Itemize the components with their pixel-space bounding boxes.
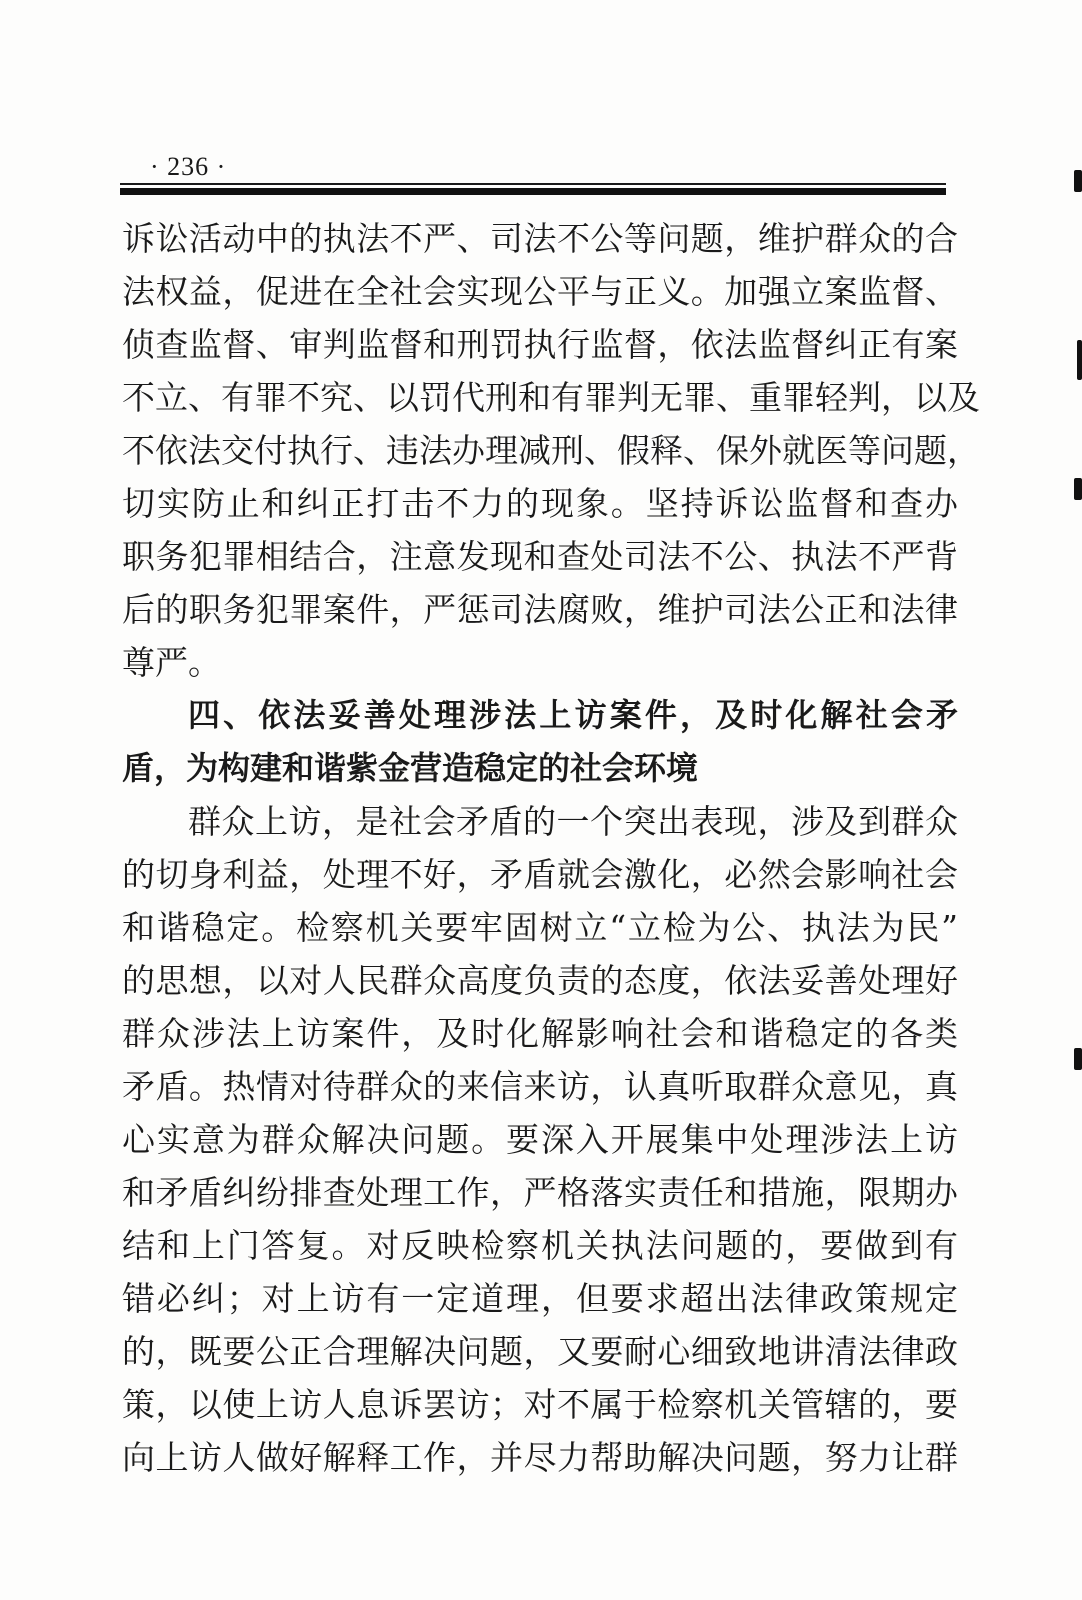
page-body [122,212,980,1484]
header-rule-thick [120,188,946,195]
text-line: 侦查监督、审判监督和刑罚执行监督，依法监督纠正有案 [122,325,958,364]
text-line: 后的职务犯罪案件，严惩司法腐败，维护司法公正和法律 [122,590,958,629]
heading-line: 四、依法妥善处理涉法上访案件，及时化解社会矛 [188,696,958,734]
text-line: 的思想，以对人民群众高度负责的态度，依法妥善处理好 [122,961,958,1000]
text-line: 的切身利益，处理不好，矛盾就会激化，必然会影响社会 [122,855,958,894]
text-line: 法权益，促进在全社会实现公平与正义。加强立案监督、 [122,272,958,311]
text-line: 群众涉法上访案件，及时化解影响社会和谐稳定的各类 [122,1014,958,1053]
scan-edge-mark [1074,478,1082,500]
text-line: 切实防止和纠正打击不力的现象。坚持诉讼监督和查办 [122,484,958,523]
paragraph-1 [122,212,980,689]
heading-line: 盾，为构建和谐紫金营造稳定的社会环境 [122,749,699,787]
text-line: 向上访人做好解释工作，并尽力帮助解决问题，努力让群 [122,1438,958,1477]
header-rule-thin [120,183,946,185]
scan-edge-mark [1074,170,1082,192]
text-line: 尊严。 [122,643,221,682]
text-line: 心实意为群众解决问题。要深入开展集中处理涉法上访 [122,1120,958,1159]
text-line: 不依法交付执行、违法办理减刑、假释、保外就医等问题， [122,431,980,470]
text-line: 错必纠；对上访有一定道理，但要求超出法律政策规定 [122,1279,958,1318]
text-line: 职务犯罪相结合，注意发现和查处司法不公、执法不严背 [122,537,958,576]
text-line: 和矛盾纠纷排查处理工作，严格落实责任和措施，限期办 [122,1173,958,1212]
text-line: 结和上门答复。对反映检察机关执法问题的，要做到有 [122,1226,958,1265]
section-heading [122,689,958,795]
text-line: 矛盾。热情对待群众的来信来访，认真听取群众意见，真 [122,1067,958,1106]
text-line: 不立、有罪不究、以罚代刑和有罪判无罪、重罪轻判，以及 [122,378,980,417]
text-line: 的，既要公正合理解决问题，又要耐心细致地讲清法律政 [122,1332,958,1371]
text-line: 和谐稳定。检察机关要牢固树立“立检为公、执法为民” [122,908,958,947]
scan-edge-mark [1077,340,1082,380]
text-line: 策，以使上访人息诉罢访；对不属于检察机关管辖的，要 [122,1385,958,1424]
scan-edge-mark [1074,1048,1082,1070]
text-line: 群众上访，是社会矛盾的一个突出表现，涉及到群众 [188,802,958,841]
page-number: · 236 · [150,152,227,181]
paragraph-2 [122,795,958,1484]
text-line: 诉讼活动中的执法不严、司法不公等问题，维护群众的合 [122,219,958,258]
